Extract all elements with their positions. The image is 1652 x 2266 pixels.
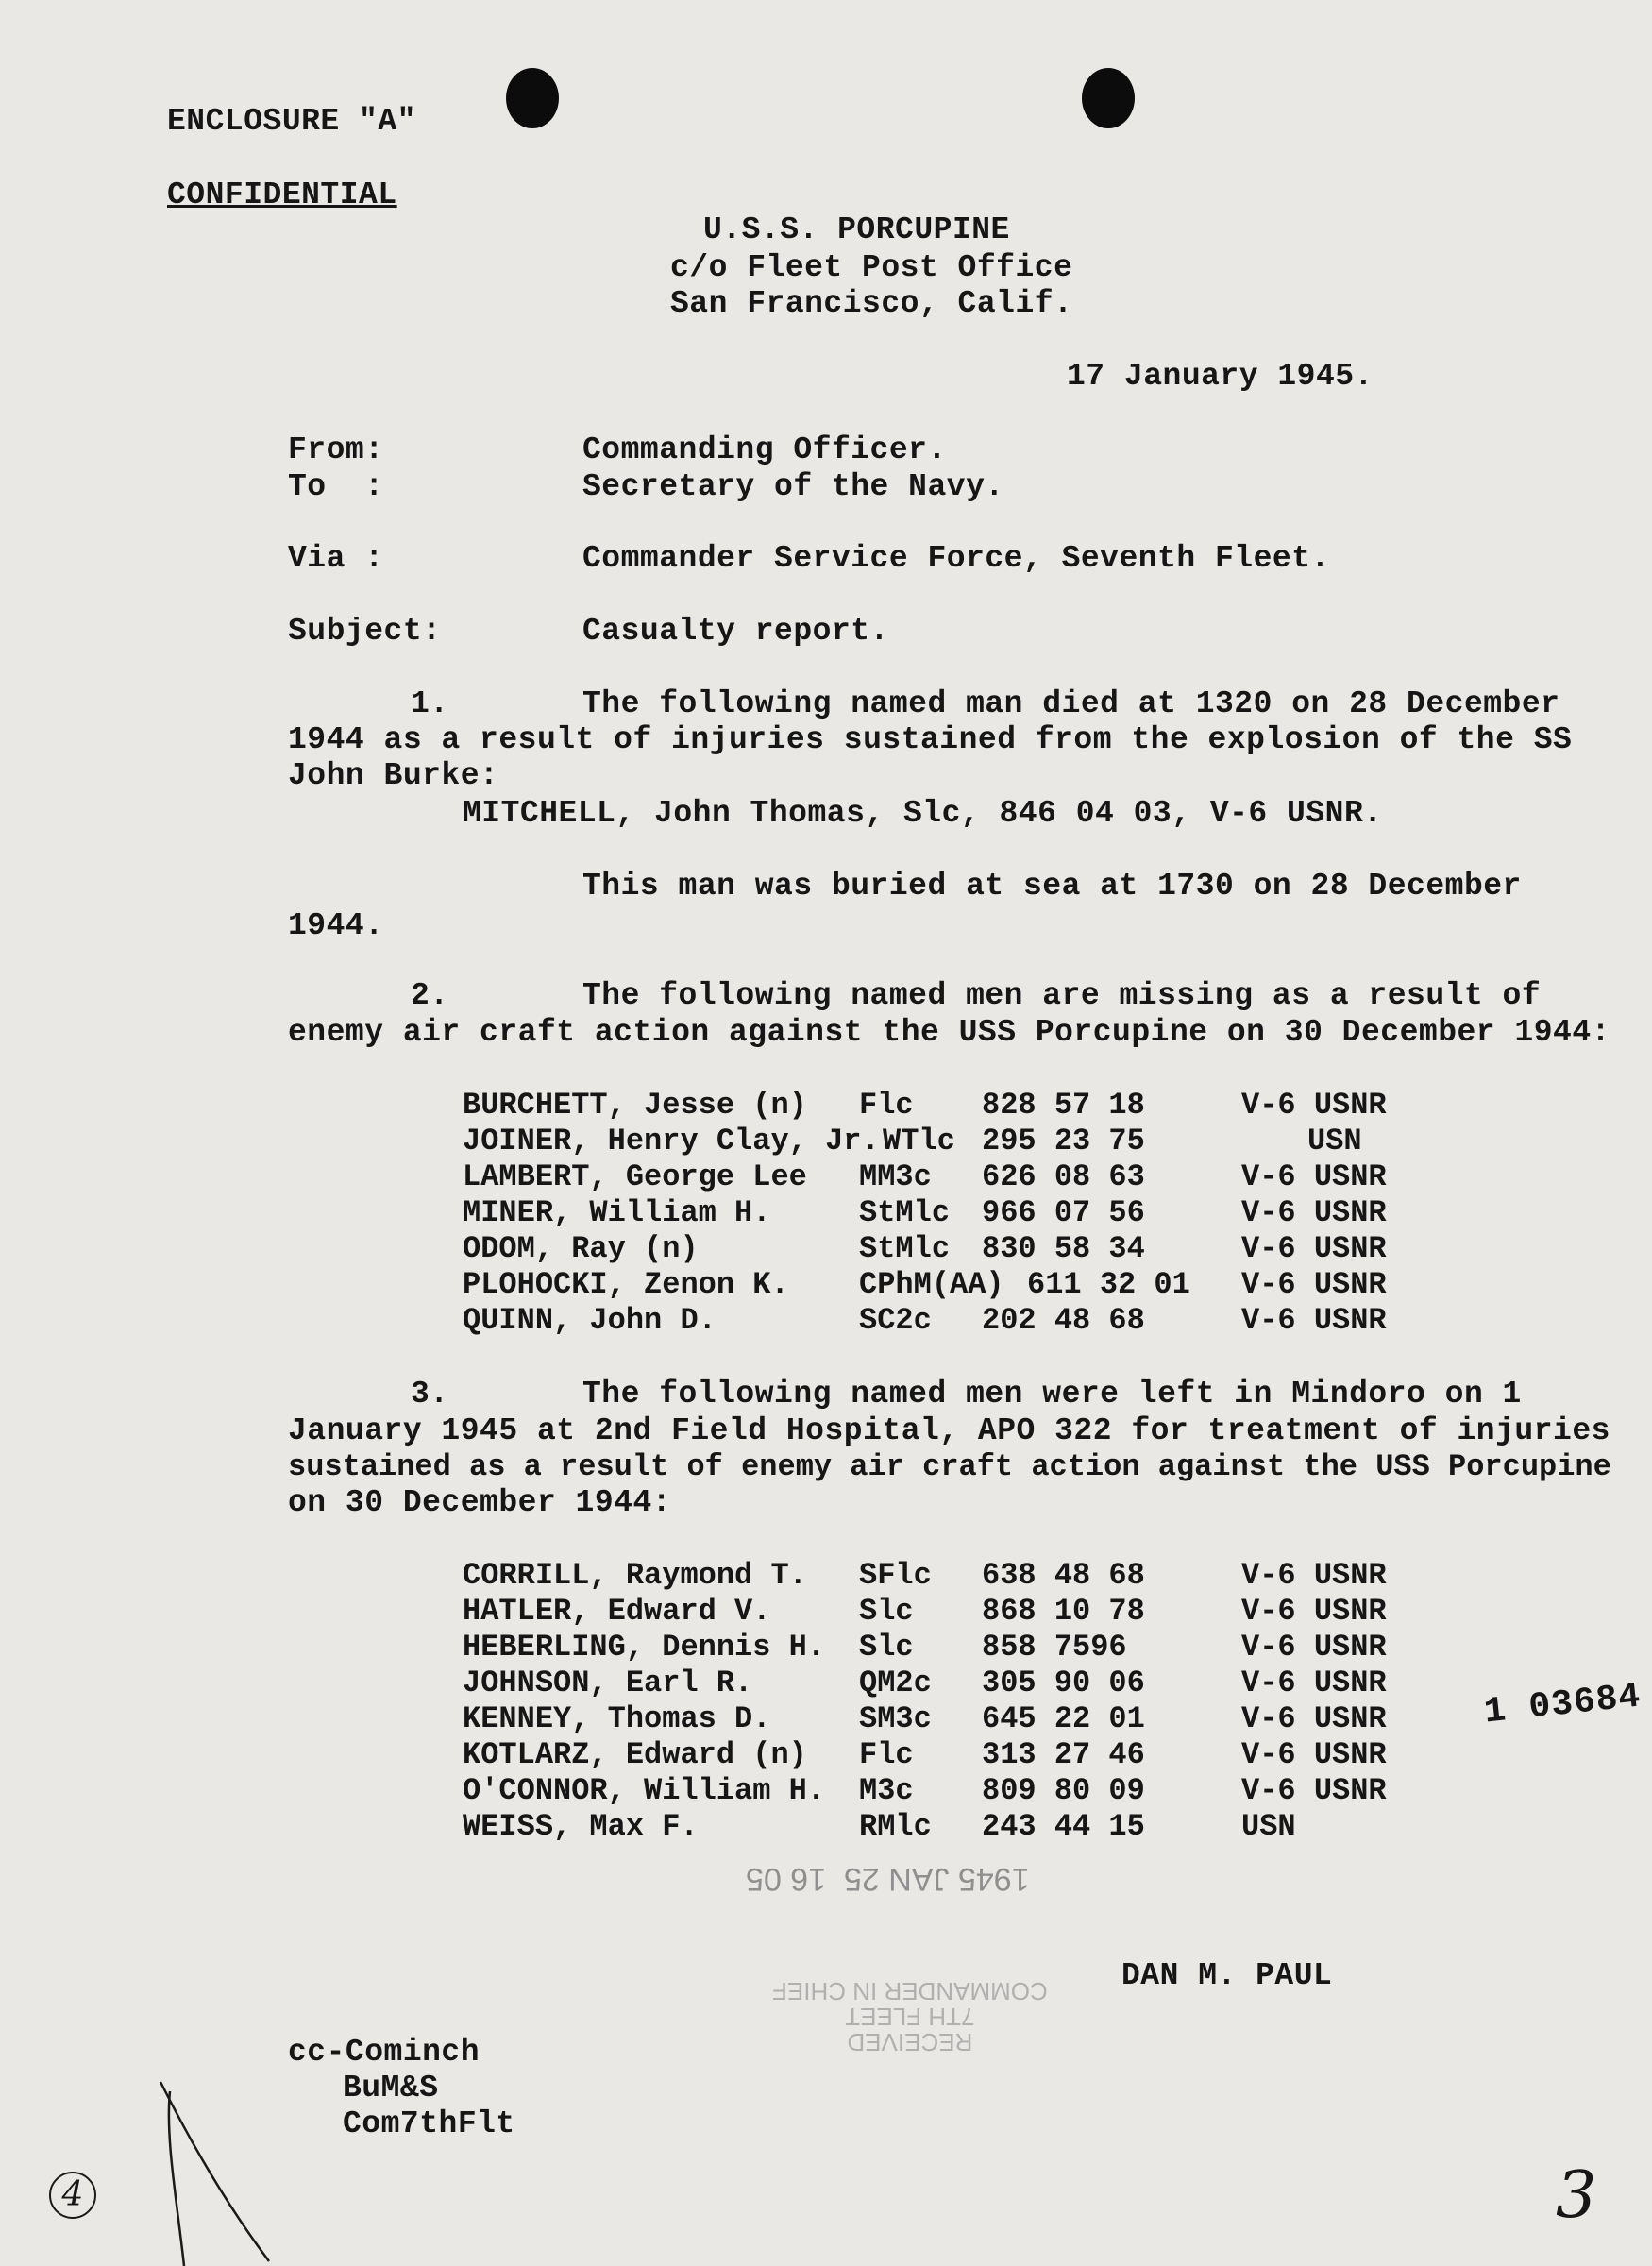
name-cell: MINER, William H.: [463, 1195, 771, 1230]
rate-cell: SM3c: [859, 1701, 932, 1736]
rate-cell: Slc: [859, 1594, 914, 1629]
status-cell: V-6 USNR: [1241, 1701, 1387, 1736]
name-cell: O'CONNOR, William H.: [463, 1773, 826, 1808]
service-number-cell: 966 07 56: [982, 1195, 1145, 1230]
service-number-cell: 305 90 06: [982, 1666, 1145, 1700]
rate-cell: Slc: [859, 1630, 914, 1665]
name-cell: HATLER, Edward V.: [463, 1594, 771, 1629]
service-number-cell: 828 57 18: [982, 1088, 1145, 1123]
name-cell: WEISS, Max F.: [463, 1809, 699, 1844]
handwritten-x-mark: [132, 2072, 283, 2266]
service-number-cell: 295 23 75: [982, 1124, 1145, 1158]
name-cell: LAMBERT, George Lee: [463, 1159, 807, 1194]
service-number-cell: 243 44 15: [982, 1809, 1145, 1844]
service-number-cell: 858 7596: [982, 1630, 1127, 1665]
file-number: 1 03684: [1482, 1676, 1644, 1733]
name-cell: CORRILL, Raymond T.: [463, 1558, 807, 1593]
service-number-cell: 313 27 46: [982, 1737, 1145, 1772]
status-cell: V-6 USNR: [1241, 1630, 1387, 1665]
paragraph-number: 3.: [411, 1377, 449, 1412]
casualty-entry: MITCHELL, John Thomas, Slc, 846 04 03, V-6 USNR.: [463, 796, 1383, 831]
cc-line: BuM&S: [343, 2071, 439, 2105]
service-number-cell: 868 10 78: [982, 1594, 1145, 1629]
paragraph-line: 1944 as a result of injuries sustained from the explosion of the SS: [288, 722, 1573, 757]
circled-number-text: 4: [61, 2175, 84, 2214]
service-number-cell: 645 22 01: [982, 1701, 1145, 1736]
enclosure-label: ENCLOSURE "A": [167, 104, 416, 139]
rate-cell: RMlc: [859, 1809, 932, 1844]
paragraph-line: The following named man died at 1320 on 28 December: [582, 686, 1560, 721]
name-cell: KOTLARZ, Edward (n): [463, 1737, 807, 1772]
status-cell: V-6 USNR: [1241, 1088, 1387, 1123]
via-value: Commander Service Force, Seventh Fleet.: [582, 541, 1330, 576]
status-cell: V-6 USNR: [1241, 1303, 1387, 1338]
circled-number: [49, 2172, 96, 2219]
name-cell: KENNEY, Thomas D.: [463, 1701, 771, 1736]
paragraph-line: John Burke:: [288, 758, 499, 793]
received-stamp: RECEIVED 7TH FLEET COMMANDER IN CHIEF: [772, 1977, 1048, 2056]
paragraph-line: January 1945 at 2nd Field Hospital, APO 322 for treatment of injuries: [288, 1413, 1610, 1448]
to-value: Secretary of the Navy.: [582, 469, 1004, 504]
rate-cell: SC2c: [859, 1303, 932, 1338]
name-cell: QUINN, John D.: [463, 1303, 716, 1338]
from-value: Commanding Officer.: [582, 432, 947, 467]
page-number: 3: [1556, 2158, 1597, 2233]
rate-cell: StMlc: [859, 1195, 951, 1230]
name-cell: HEBERLING, Dennis H.: [463, 1630, 826, 1665]
status-cell: USN: [1307, 1124, 1362, 1158]
punch-hole-right: [1082, 68, 1135, 128]
post-office: c/o Fleet Post Office: [670, 250, 1073, 285]
punch-hole-left: [506, 68, 559, 128]
classification-label: CONFIDENTIAL: [167, 178, 397, 212]
from-label: From:: [288, 432, 384, 467]
rate-cell: MM3c: [859, 1159, 932, 1194]
rate-cell: M3c: [859, 1773, 914, 1808]
name-cell: ODOM, Ray (n): [463, 1231, 699, 1266]
paragraph-number: 1.: [411, 686, 449, 721]
burial-line: 1944.: [288, 908, 384, 943]
name-cell: PLOHOCKI, Zenon K.: [463, 1267, 789, 1302]
city: San Francisco, Calif.: [670, 286, 1073, 321]
rate-cell: Flc: [859, 1088, 914, 1123]
status-cell: V-6 USNR: [1241, 1159, 1387, 1194]
status-cell: V-6 USNR: [1241, 1737, 1387, 1772]
status-cell: V-6 USNR: [1241, 1773, 1387, 1808]
rate-cell: QM2c: [859, 1666, 932, 1700]
ship-name: U.S.S. PORCUPINE: [703, 212, 1010, 247]
service-number-cell: 809 80 09: [982, 1773, 1145, 1808]
service-number-cell: 638 48 68: [982, 1558, 1145, 1593]
name-cell: JOINER, Henry Clay, Jr.: [463, 1124, 880, 1158]
rate-cell: Flc: [859, 1737, 914, 1772]
status-cell: V-6 USNR: [1241, 1231, 1387, 1266]
cc-line: cc-Cominch: [288, 2035, 480, 2070]
paragraph-line: The following named men were left in Mindoro on 1: [582, 1377, 1522, 1412]
letter-date: 17 January 1945.: [1067, 359, 1374, 394]
service-number-cell: 830 58 34: [982, 1231, 1145, 1266]
received-date-stamp: 1945 JAN 25 16 05: [746, 1861, 1030, 1897]
service-number-cell: 611 32 01: [1027, 1267, 1190, 1302]
rate-cell: WTlc: [883, 1124, 955, 1158]
paragraph-line: enemy air craft action against the USS Porcupine on 30 December 1944:: [288, 1015, 1610, 1050]
status-cell: V-6 USNR: [1241, 1195, 1387, 1230]
via-label: Via :: [288, 541, 384, 576]
name-cell: BURCHETT, Jesse (n): [463, 1088, 807, 1123]
paragraph-number: 2.: [411, 978, 449, 1013]
status-cell: USN: [1241, 1809, 1296, 1844]
service-number-cell: 626 08 63: [982, 1159, 1145, 1194]
paragraph-line: on 30 December 1944:: [288, 1485, 672, 1520]
paragraph-line: sustained as a result of enemy air craft action against the USS Porcupine: [288, 1449, 1611, 1484]
service-number-cell: 202 48 68: [982, 1303, 1145, 1338]
status-cell: V-6 USNR: [1241, 1267, 1387, 1302]
rate-cell: CPhM(AA): [859, 1267, 1004, 1302]
signature-name: DAN M. PAUL: [1121, 1958, 1333, 1993]
to-label: To :: [288, 469, 384, 504]
rate-cell: SFlc: [859, 1558, 932, 1593]
name-cell: JOHNSON, Earl R.: [463, 1666, 753, 1700]
paragraph-line: The following named men are missing as a result of: [582, 978, 1542, 1013]
cc-line: Com7thFlt: [343, 2106, 515, 2141]
status-cell: V-6 USNR: [1241, 1594, 1387, 1629]
rate-cell: StMlc: [859, 1231, 951, 1266]
status-cell: V-6 USNR: [1241, 1666, 1387, 1700]
status-cell: V-6 USNR: [1241, 1558, 1387, 1593]
subject-label: Subject:: [288, 614, 442, 649]
subject-value: Casualty report.: [582, 614, 889, 649]
burial-line: This man was buried at sea at 1730 on 28 December: [582, 869, 1522, 904]
